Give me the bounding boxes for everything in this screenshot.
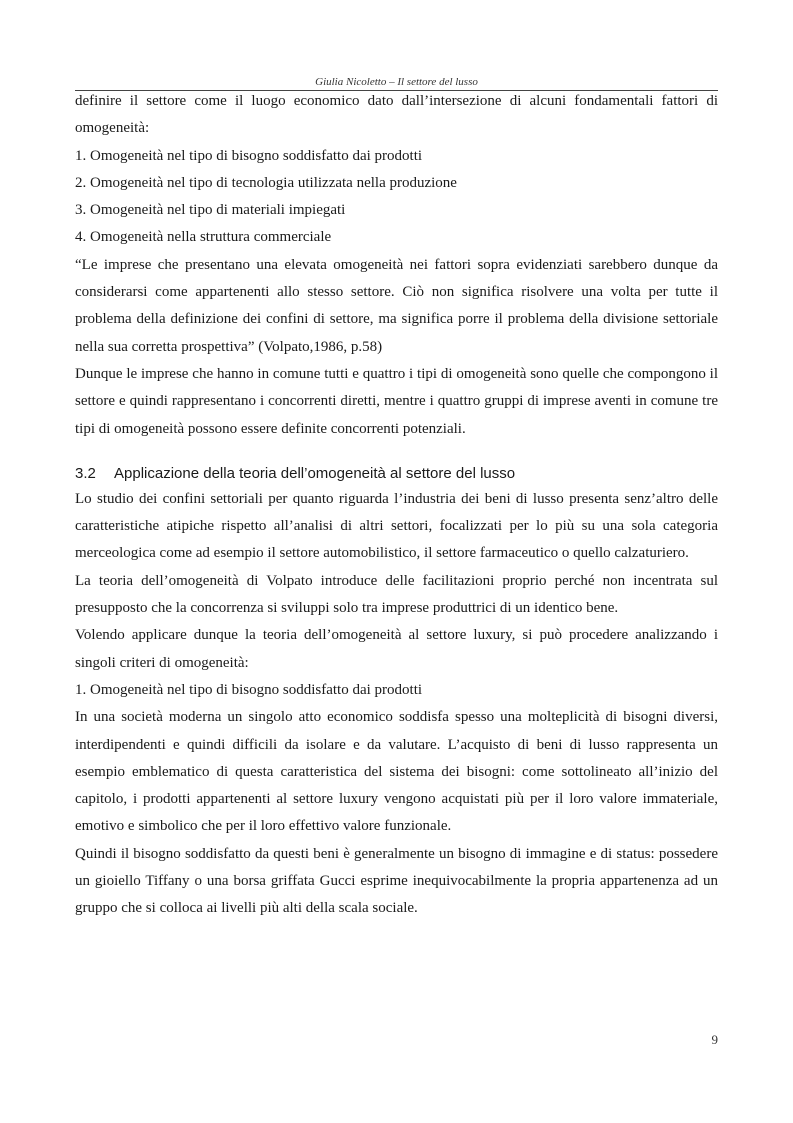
paragraph: definire il settore come il luogo economico dato dall’intersezione di alcuni fondamentali fattori di omogeneità: <box>75 93 718 137</box>
paragraph: La teoria dell’omogeneità di Volpato introduce delle facilitazioni proprio perché non incentrata sul presupposto che la concorrenza si sviluppi solo tra imprese produttrici di un identico bene. <box>75 572 718 617</box>
quote-paragraph: “Le imprese che presentano una elevata omogeneità nei fattori sopra evidenziati sarebbero dunque da considerarsi come appartenenti allo stesso settore. Ciò non significa risolvere una volta per tutte il problema della definizione dei confini di settore, ma significa porre il problema della divisione settoriale nella sua corretta prospettiva” (Volpato,1986, p.58) <box>75 256 718 355</box>
list-item: 2. Omogeneità nel tipo di tecnologia utilizzata nella produzione <box>75 174 457 191</box>
section-heading <box>75 461 718 486</box>
paragraph: Dunque le imprese che hanno in comune tutti e quattro i tipi di omogeneità sono quelle che compongono il settore e quindi rappresentano i concorrenti diretti, mentre i quattro gruppi di imprese aventi in comune tre tipi di omogeneità possono essere definite concorrenti potenziali. <box>75 365 718 437</box>
page-content <box>75 88 718 923</box>
section-number: 3.2 <box>75 464 96 482</box>
section-title: Applicazione della teoria dell’omogeneità al settore del lusso <box>114 464 516 482</box>
paragraph: Volendo applicare dunque la teoria dell’omogeneità al settore luxury, si può procedere analizzando i singoli criteri di omogeneità: <box>75 627 718 671</box>
paragraph: In una società moderna un singolo atto economico soddisfa spesso una molteplicità di bisogni diversi, interdipendenti e quindi difficili da isolare e da valutare. L’acquisto di beni di lusso rappresenta un esempio emblematico di questa caratteristica del sistema dei bisogni: come sottolineato all’inizio del capitolo, i prodotti appartenenti al settore luxury vengono acquistati più per il loro valore immateriale, emotivo e simbolico che per il loro effettivo valore funzionale. <box>75 709 718 835</box>
list-item: 1. Omogeneità nel tipo di bisogno soddisfatto dai prodotti <box>75 147 423 164</box>
paragraph: Lo studio dei confini settoriali per quanto riguarda l’industria dei beni di lusso presenta senz’altro delle caratteristiche atipiche rispetto all’analisi di altri settori, focalizzati per lo più su una sola categoria merceologica come ad esempio il settore automobilistico, il settore farmaceutico o quello calzaturiero. <box>75 490 718 562</box>
page-number: 9 <box>711 1032 718 1047</box>
section-gap <box>75 443 718 461</box>
list-item: 4. Omogeneità nella struttura commerciale <box>75 229 332 246</box>
paragraph: Quindi il bisogno soddisfatto da questi beni è generalmente un bisogno di immagine e di status: possedere un gioiello Tiffany o una borsa griffata Gucci esprime inequivocabilmente la propria appartenenza ad un gruppo che si colloca ai livelli più alti della scala sociale. <box>75 845 718 917</box>
list-item: 1. Omogeneità nel tipo di bisogno soddisfatto dai prodotti <box>75 681 423 698</box>
list-item: 3. Omogeneità nel tipo di materiali impiegati <box>75 202 346 219</box>
running-header: Giulia Nicoletto – Il settore del lusso <box>315 76 478 88</box>
